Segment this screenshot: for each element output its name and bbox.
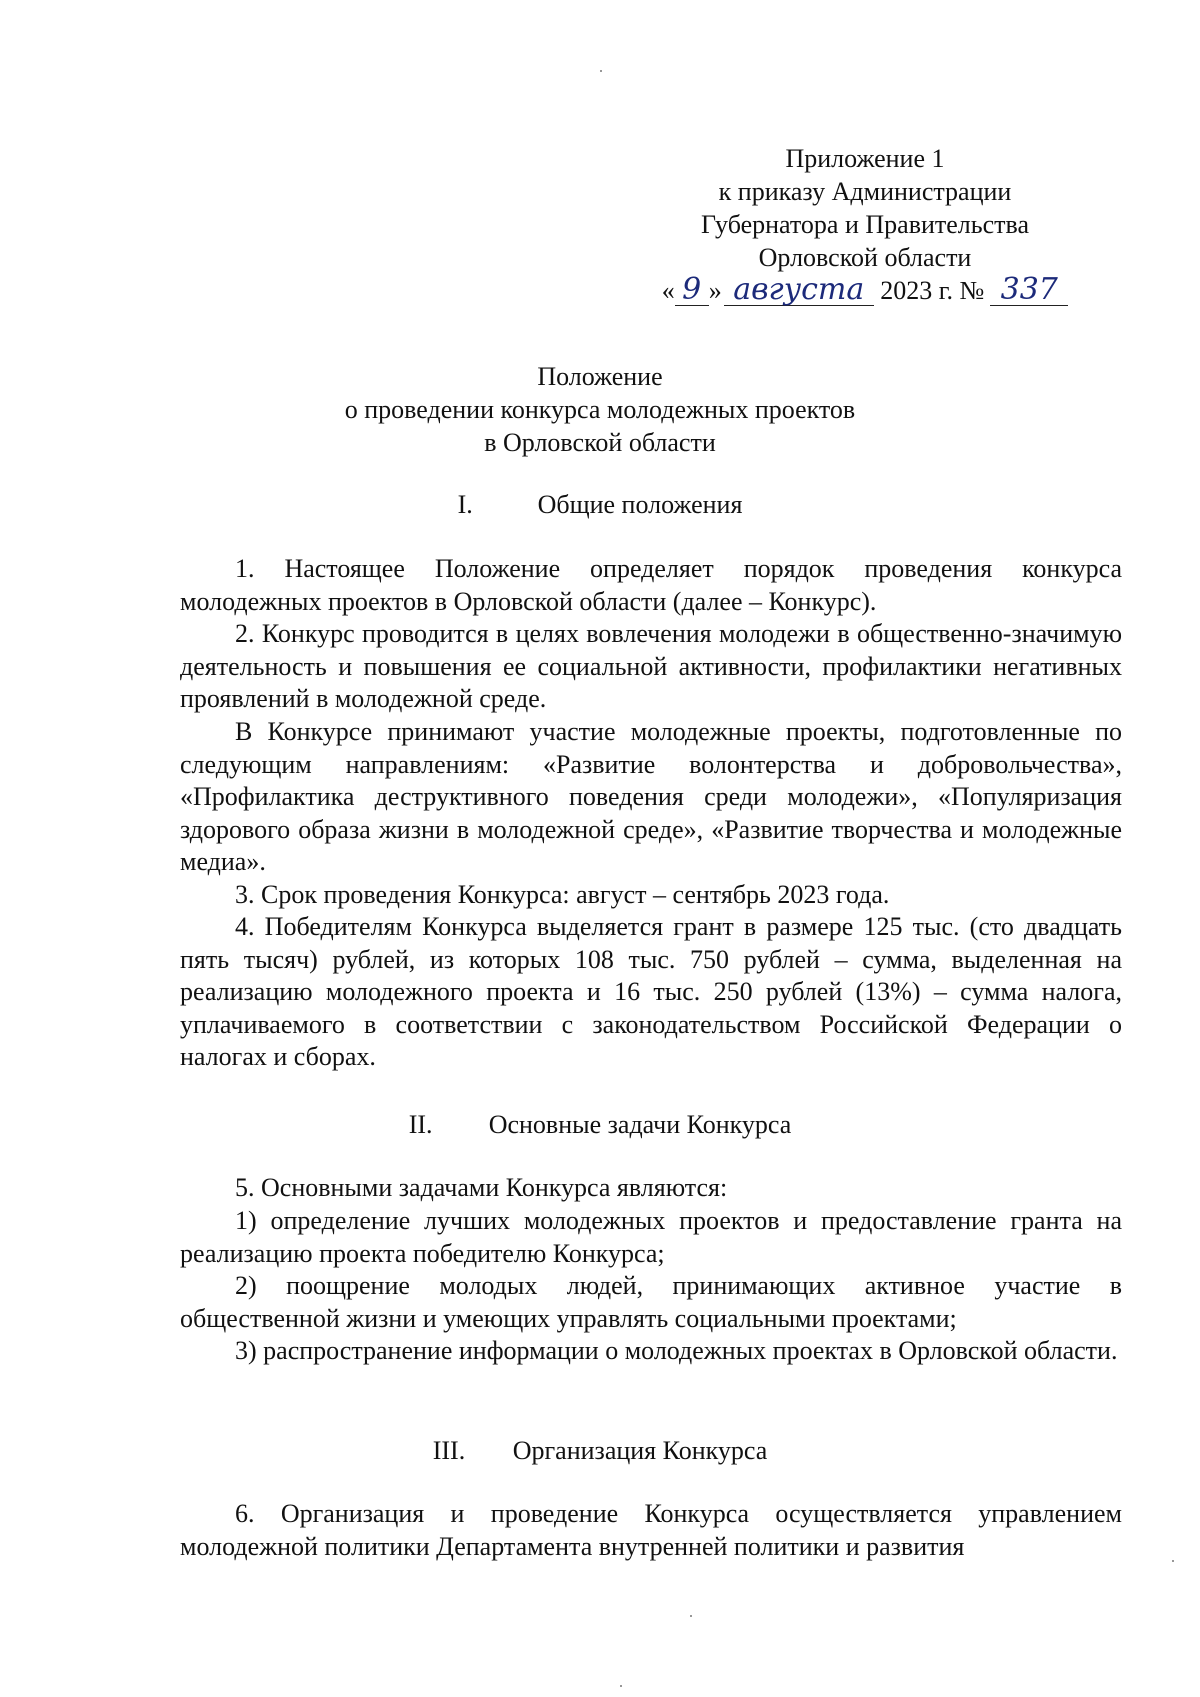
paragraph: 5. Основными задачами Конкурса являются:	[235, 1173, 728, 1202]
quote-open: «	[661, 276, 675, 305]
paragraph: 1) определение лучших молодежных проектов и предоставление гранта на реализацию проекта победителю Конкурса;	[180, 1206, 1122, 1268]
section-title: Общие положения	[537, 490, 743, 519]
handwritten-day: 9	[675, 275, 709, 306]
section-title: Организация Конкурса	[512, 1436, 768, 1465]
paragraph: 2. Конкурс проводится в целях вовлечения молодежи в общественно-значимую деятельность и повышения ее социальной активности, профилактики негативных проявлений в молодежной среде.	[180, 619, 1122, 713]
appendix-line: к приказу Администрации	[718, 177, 1012, 206]
title-line: Положение	[537, 362, 663, 391]
appendix-title: Приложение 1	[785, 144, 945, 173]
section-number: III.	[432, 1436, 466, 1465]
section-heading	[0, 490, 1200, 520]
paragraph: 3) распространение информации о молодежных проектах в Орловской области.	[235, 1336, 1118, 1365]
order-year: 2023 г. №	[880, 276, 985, 305]
scan-speck	[600, 70, 602, 72]
handwritten-month: августа	[724, 275, 874, 306]
quote-close: »	[708, 276, 722, 305]
title-line: о проведении конкурса молодежных проектов	[344, 395, 856, 424]
appendix-block	[640, 142, 1090, 307]
order-date-number	[640, 274, 1090, 307]
document-title	[0, 360, 1200, 459]
title-line: в Орловской области	[484, 428, 716, 457]
paragraph: 4. Победителям Конкурса выделяется грант в размере 125 тыс. (сто двадцать пять тысяч) рублей, из которых 108 тыс. 750 рублей – сумма, выделенная на реализацию молодежного проекта и 16 тыс. 250 рублей (13%) – сумма налога, уплачиваемого в соответствии с законодательством Российской Федерации о налогах и сборах.	[180, 912, 1122, 1071]
appendix-line: Губернатора и Правительства	[701, 210, 1029, 239]
scan-speck	[620, 1685, 622, 1687]
paragraph: 1. Настоящее Положение определяет порядок проведения конкурса молодежных проектов в Орловской области (далее – Конкурс).	[180, 554, 1122, 616]
scan-speck	[690, 1615, 692, 1617]
section-heading	[0, 1110, 1200, 1140]
section-number: I.	[457, 490, 473, 519]
section-number: II.	[408, 1110, 433, 1139]
section-heading	[0, 1436, 1200, 1466]
appendix-line: Орловской области	[758, 243, 972, 272]
paragraph: 6. Организация и проведение Конкурса осуществляется управлением молодежной политики Департамента внутренней политики и развития	[180, 1499, 1122, 1561]
handwritten-order-number: 337	[990, 275, 1068, 306]
paragraph: 2) поощрение молодых людей, принимающих активное участие в общественной жизни и умеющих управлять социальными проектами;	[180, 1271, 1122, 1333]
paragraph: В Конкурсе принимают участие молодежные проекты, подготовленные по следующим направлениям: «Развитие волонтерства и добровольчества», «Профилактика деструктивного поведения среди молодежи», «Популяризация здорового образа жизни в молодежной среде», «Развитие творчества и молодежные медиа».	[180, 717, 1122, 876]
section-title: Основные задачи Конкурса	[488, 1110, 792, 1139]
paragraph: 3. Срок проведения Конкурса: август – сентябрь 2023 года.	[235, 880, 890, 909]
scan-speck	[1172, 1560, 1174, 1562]
